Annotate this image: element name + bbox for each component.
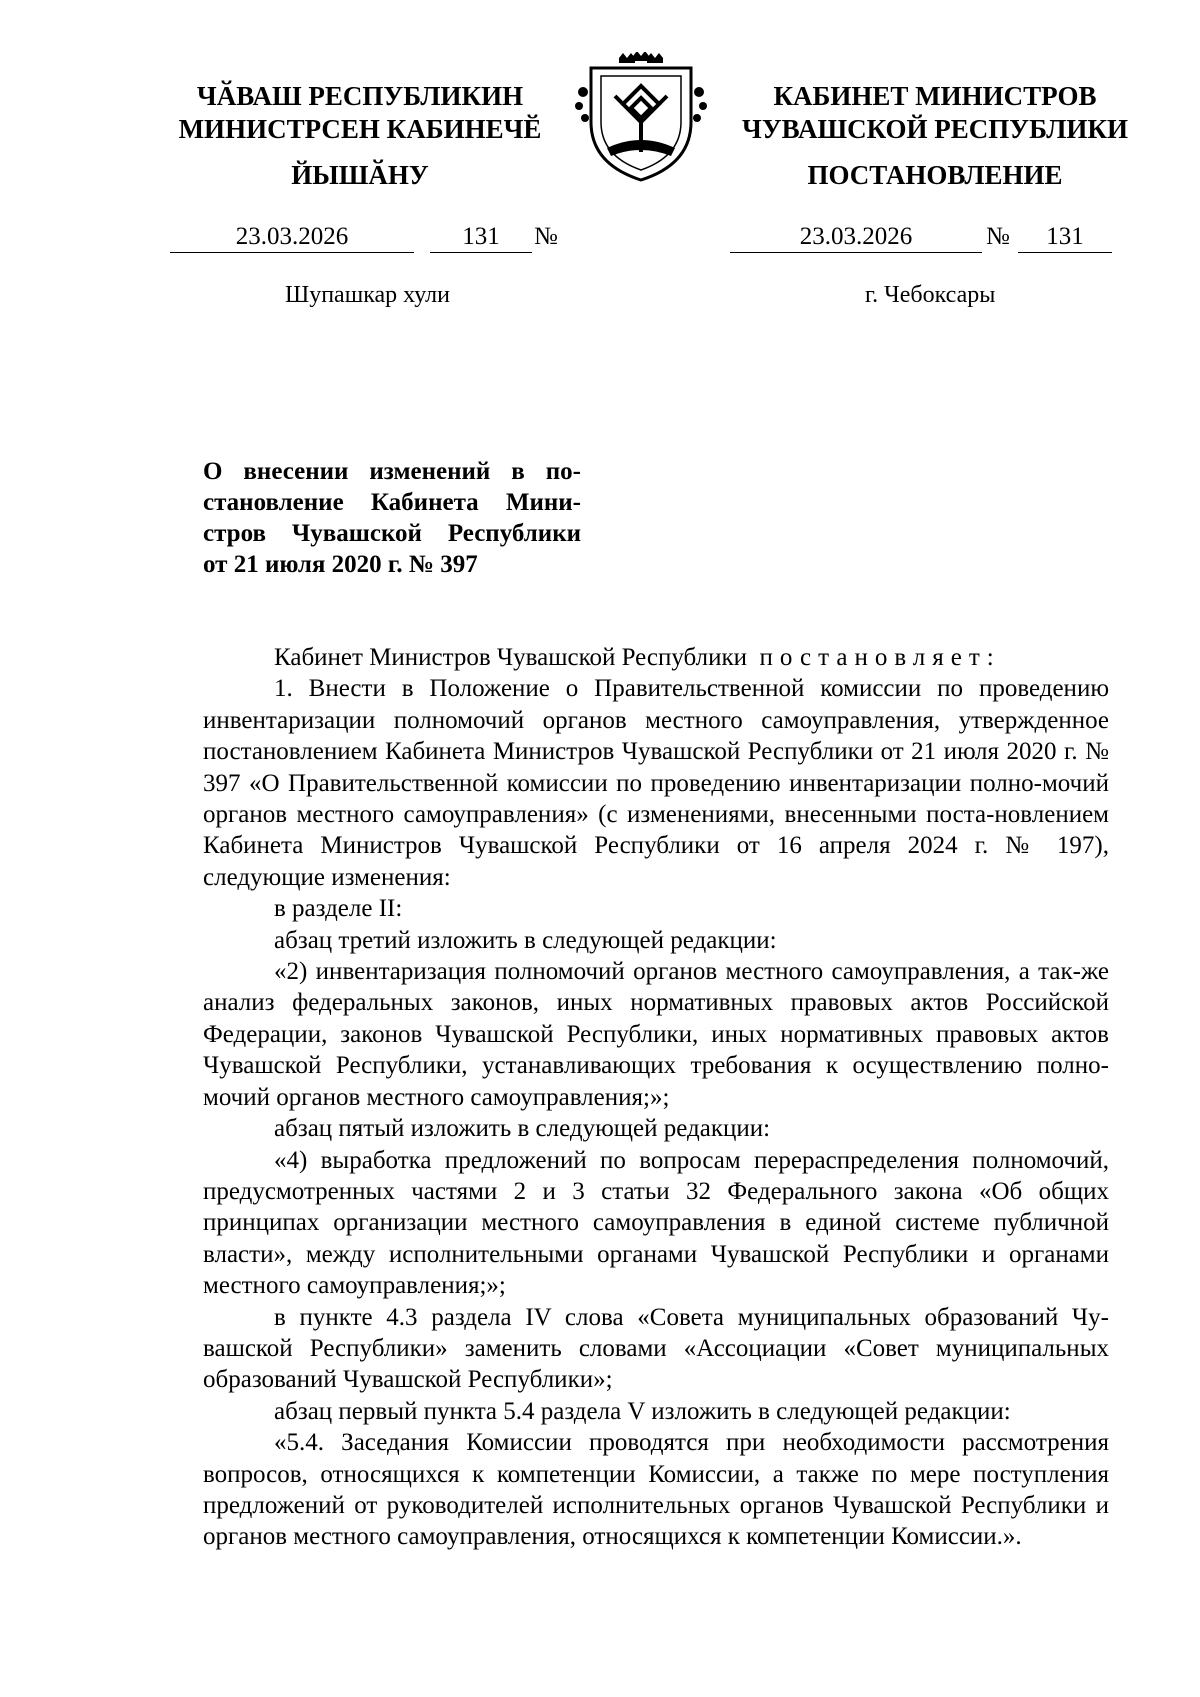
header-right-line1: КАБИНЕТ МИНИСТРОВ	[773, 81, 1097, 111]
body-paragraph: «4) выработка предложений по вопросам перераспределения полномочий, предусмотренных частями 2 и 3 статьи 32 Федерального закона «Об общих принципах организации местного самоуправления в единой системе публичной власти», между исполнительными органами Чувашской Республики и органами местного самоуправления;»;	[203, 1146, 1109, 1300]
subject-line: стров Чувашской Республики	[203, 520, 581, 547]
city-left: Шупашкар хули	[285, 282, 450, 308]
body-paragraph: в разделе II:	[274, 895, 403, 923]
coat-of-arms-emblem	[571, 52, 711, 184]
document-body	[203, 642, 1109, 1553]
subject-line: становление Кабинета Мини-	[203, 489, 581, 516]
header-left-line2: МИНИСТРСЕН КАБИНЕЧӖ	[178, 114, 542, 144]
emblem-crowns-icon	[619, 52, 663, 63]
subject-line: от 21 июля 2020 г. № 397	[203, 551, 478, 578]
header-right-line2: ЧУВАШСКОЙ РЕСПУБЛИКИ	[742, 114, 1128, 144]
number-right: 131	[1018, 222, 1112, 253]
body-paragraph: абзац пятый изложить в следующей редакции:	[274, 1115, 771, 1143]
subject-line: О внесении изменений в по-	[203, 458, 581, 485]
number-left: 131	[430, 222, 532, 253]
body-intro	[203, 642, 1109, 673]
document-subject	[203, 456, 581, 580]
number-sign-right: №	[986, 223, 1010, 250]
intro-subject: Кабинет Министров Чувашской Республики	[274, 644, 748, 671]
header-right-title	[720, 80, 1150, 146]
number-sign-left: №	[534, 223, 558, 250]
body-paragraph: «2) инвентаризация полномочий органов местного самоуправления, а так-же анализ федеральных законов, иных нормативных правовых актов Российской Федерации, законов Чувашской Республики, иных нормативных правовых актов Чувашской Республики, устанавливающих требования к осуществлению полно-мочий органов местного самоуправления;»;	[203, 958, 1109, 1111]
body-paragraph: в пункте 4.3 раздела IV слова «Совета муниципальных образований Чу-вашской Республики» заменить словами «Ассоциации «Совет муниципальных образований Чувашской Республики»;	[203, 1303, 1109, 1394]
body-paragraph: абзац третий изложить в следующей редакции:	[274, 926, 777, 954]
date-left: 23.03.2026	[170, 222, 414, 253]
header-left-title	[140, 80, 580, 146]
date-right: 23.03.2026	[730, 222, 982, 253]
header-right-doctype: ПОСТАНОВЛЕНИЕ	[807, 160, 1063, 190]
body-paragraph: 1. Внести в Положение о Правительственной комиссии по проведению инвентаризации полномочий органов местного самоуправления, утвержденное постановлением Кабинета Министров Чувашской Республики от 21 июля 2020 г. № 397 «О Правительственной комиссии по проведению инвентаризации полно-мочий органов местного самоуправления» (с изменениями, внесенными поста-новлением Кабинета Министров Чувашской Республики от 16 апреля 2024 г. № 197), следующие изменения:	[203, 675, 1109, 891]
body-paragraph: абзац первый пункта 5.4 раздела V изложить в следующей редакции:	[274, 1397, 1011, 1425]
body-paragraph: «5.4. Заседания Комиссии проводятся при необходимости рассмотрения вопросов, относящихся к компетенции Комиссии, а также по мере поступления предложений от руководителей исполнительных органов Чувашской Республики и органов местного самоуправления, относящихся к компетенции Комиссии.».	[203, 1429, 1109, 1551]
intro-verb: постановляет:	[759, 644, 1001, 671]
header-left-line1: ЧӐВАШ РЕСПУБЛИКИН	[196, 81, 524, 111]
header-left-doctype: ЙЫШӐНУ	[291, 160, 429, 190]
city-right: г. Чебоксары	[865, 282, 996, 308]
